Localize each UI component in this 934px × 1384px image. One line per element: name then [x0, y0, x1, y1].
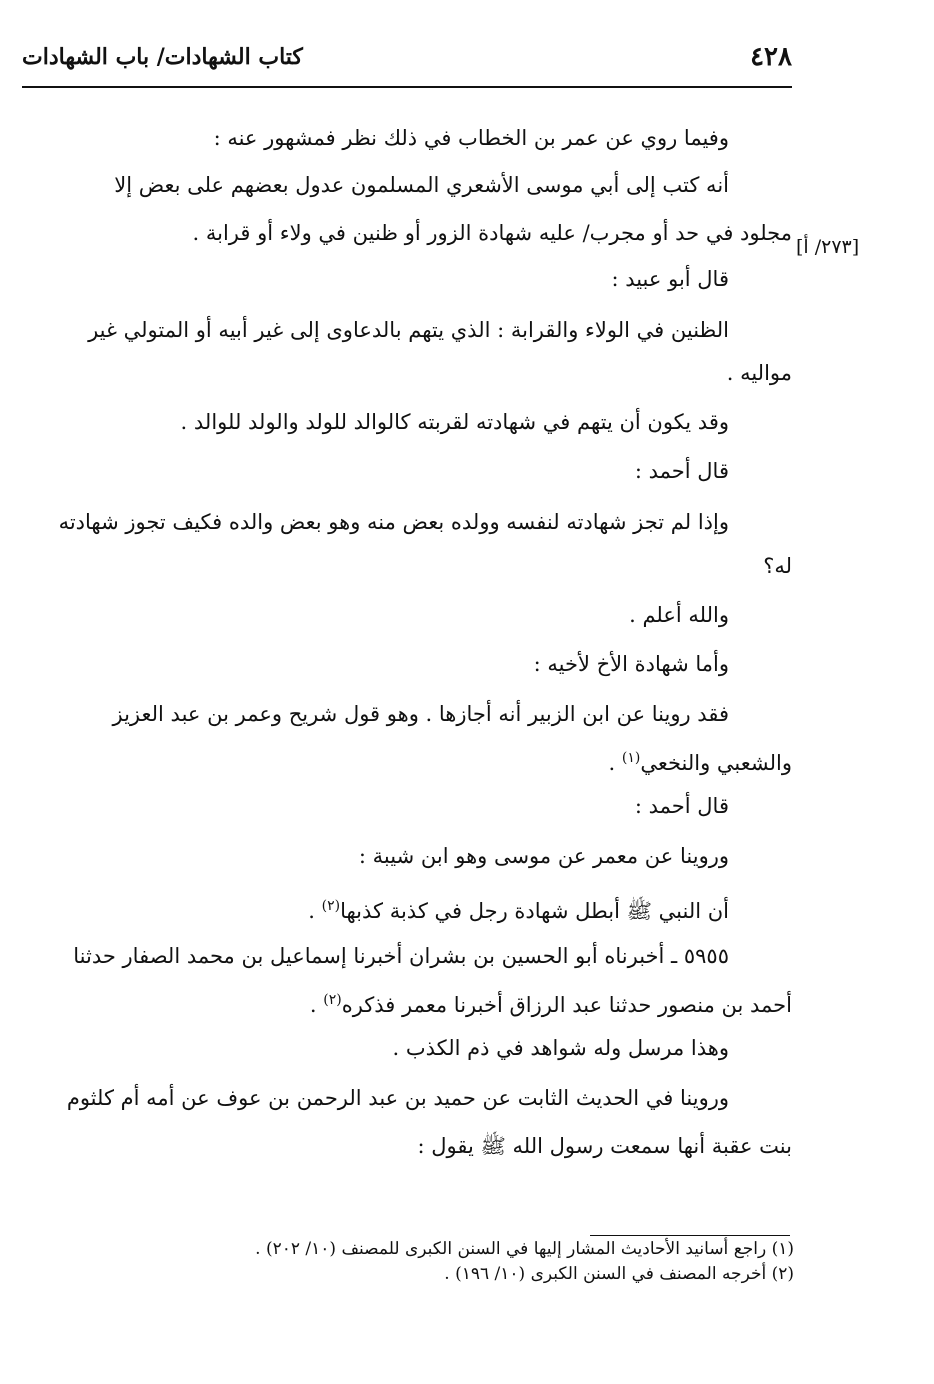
- paragraph-line: قال أحمد :: [634, 794, 729, 818]
- paragraph-line: قال أبو عبيد :: [611, 267, 729, 291]
- paragraph-line: له؟: [763, 554, 792, 578]
- paragraph-text: أحمد بن منصور حدثنا عبد الرزاق أخبرنا معمر فذكره: [341, 993, 792, 1017]
- paragraph-line: وروينا عن معمر عن موسى وهو ابن شيبة :: [358, 844, 729, 868]
- paragraph-line: [308, 885, 729, 932]
- footnote: (٢) أخرجه المصنف في السنن الكبرى (١٠/ ١٩٦) .: [444, 1264, 794, 1284]
- paragraph-line: بنت عقبة أنها سمعت رسول الله ﷺ يقول :: [417, 1134, 792, 1158]
- paragraph-line: الظنين في الولاء والقرابة : الذي يتهم بالدعاوى إلى غير أبيه أو المتولي غير: [88, 318, 729, 342]
- footnote-mark: (١): [621, 750, 641, 766]
- footnote-mark: (٢): [323, 992, 342, 1008]
- footnote: (١) راجع أسانيد الأحاديث المشار إليها في السنن الكبرى للمصنف (١٠/ ٢٠٢) .: [255, 1239, 794, 1259]
- paragraph-line: أنه كتب إلى أبي موسى الأشعري المسلمون عدول بعضهم على بعض إلا: [114, 173, 729, 197]
- paragraph-line: مجلود في حد أو مجرب/ عليه شهادة الزور أو ظنين في ولاء أو قرابة .: [192, 221, 792, 245]
- paragraph-text: أن النبي ﷺ أبطل شهادة رجل في كذبة كذبها: [340, 899, 729, 923]
- sentence-end: .: [309, 993, 324, 1017]
- footnote-mark: (٢): [321, 898, 341, 914]
- paragraph-line: ٥٩٥٥ ـ أخبرناه أبو الحسين بن بشران أخبرنا إسماعيل بن محمد الصفار حدثنا: [73, 944, 729, 968]
- paragraph-text: والشعبي والنخعي: [640, 751, 792, 775]
- paragraph-line: [310, 979, 792, 1026]
- running-title: كتاب الشهادات/ باب الشهادات: [22, 44, 303, 70]
- paragraph-line: فقد روينا عن ابن الزبير أنه أجازها . وهو قول شريح وعمر بن عبد العزيز: [112, 702, 729, 726]
- paragraph-line: مواليه .: [726, 361, 792, 385]
- margin-reference: [٢٧٣/ أ]: [796, 236, 860, 258]
- sentence-end: .: [608, 751, 622, 775]
- sentence-end: .: [308, 899, 322, 923]
- page-header: [22, 36, 792, 88]
- paragraph-line: قال أحمد :: [634, 459, 729, 483]
- page-number: ٤٢٨: [750, 42, 792, 72]
- paragraph-line: وهذا مرسل وله شواهد في ذم الكذب .: [392, 1036, 729, 1060]
- paragraph-line: والله أعلم .: [629, 603, 729, 627]
- paragraph-line: [609, 737, 792, 784]
- footnote-separator: [590, 1235, 790, 1236]
- paragraph-line: وقد يكون أن يتهم في شهادته لقربته كالوالد للولد والولد للوالد .: [180, 410, 729, 434]
- paragraph-line: وفيما روي عن عمر بن الخطاب في ذلك نظر فمشهور عنه :: [213, 126, 729, 150]
- paragraph-line: وروينا في الحديث الثابت عن حميد بن عبد الرحمن بن عوف عن أمه أم كلثوم: [66, 1086, 729, 1110]
- paragraph-line: وأما شهادة الأخ لأخيه :: [533, 652, 729, 676]
- paragraph-line: وإذا لم تجز شهادته لنفسه وولده بعض منه وهو بعض والده فكيف تجوز شهادته: [58, 510, 729, 534]
